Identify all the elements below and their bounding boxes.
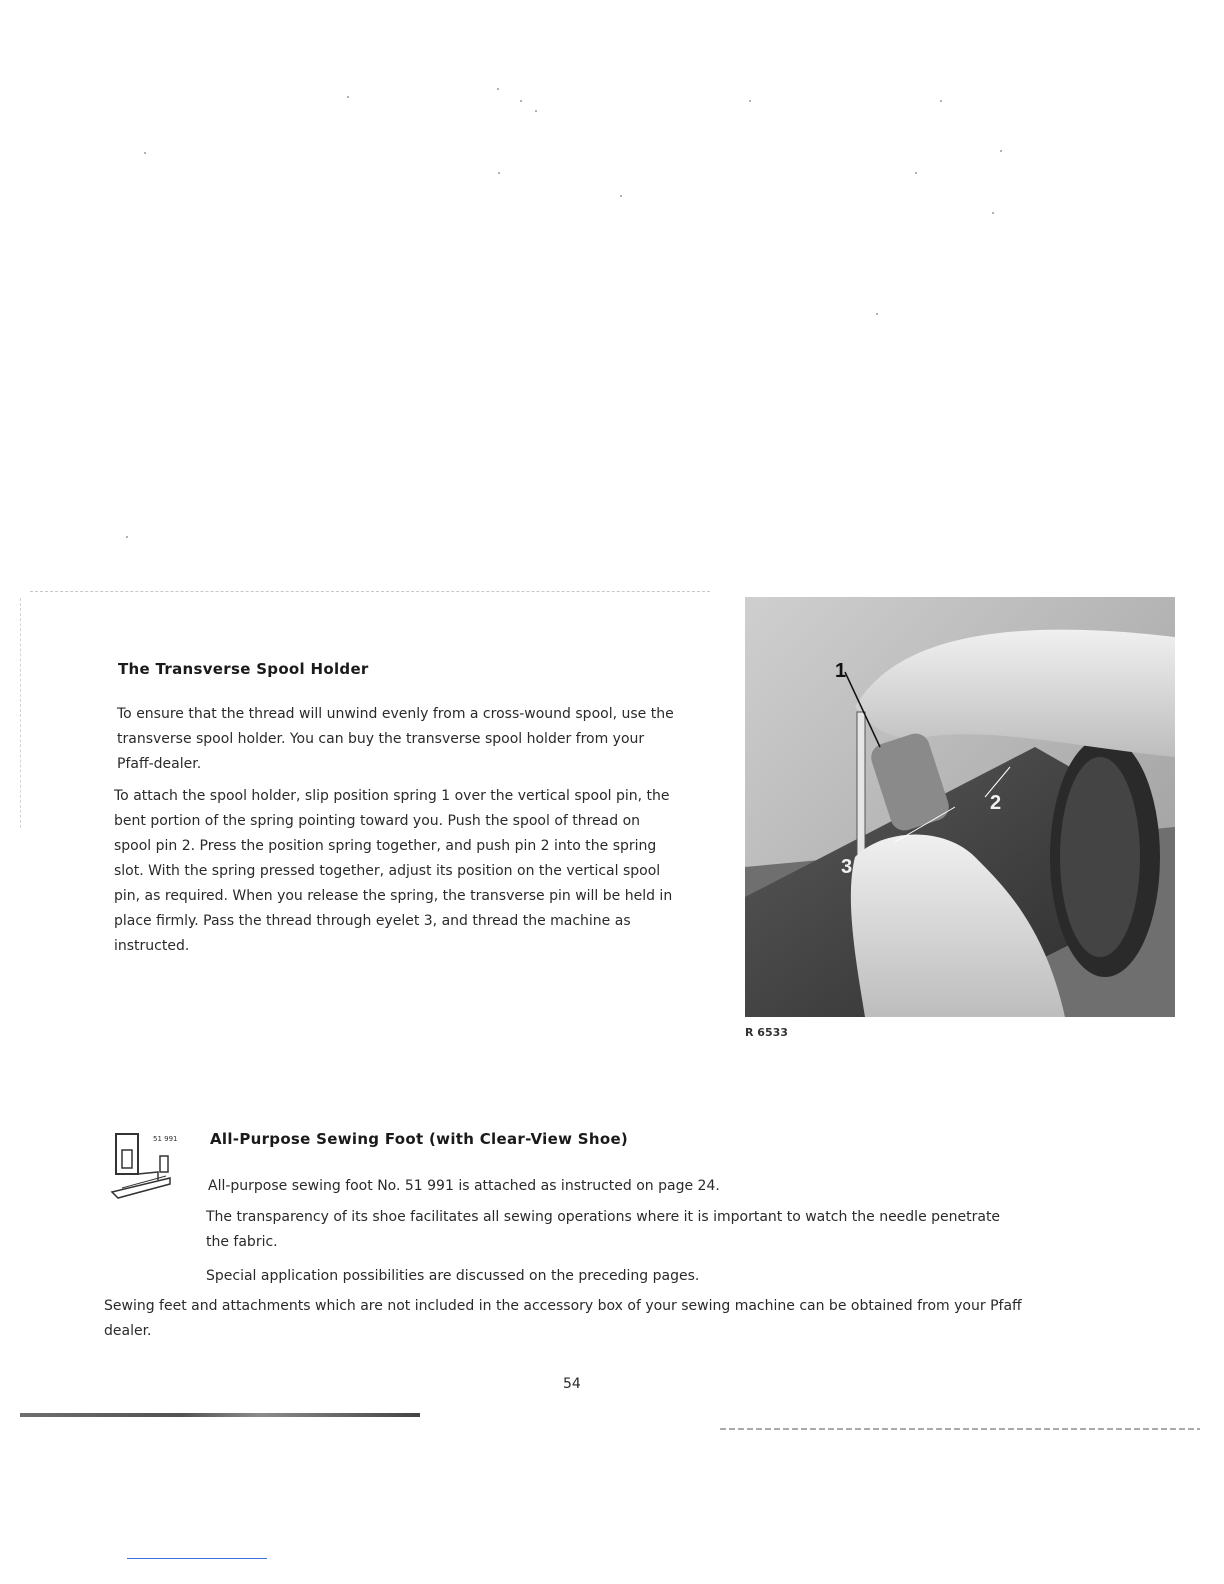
callout-2: 2 <box>990 792 1002 814</box>
section-title-all-purpose-foot: All-Purpose Sewing Foot (with Clear-View Shoe) <box>210 1130 629 1148</box>
scan-speck <box>498 172 500 174</box>
section-title-transverse-spool-holder: The Transverse Spool Holder <box>118 660 369 678</box>
scan-speck <box>347 96 349 98</box>
paragraph-foot-transparency: The transparency of its shoe facilitates all sewing operations where it is important to watch the needle penetrate the fabric. <box>206 1209 1001 1250</box>
spool-holder-photo <box>745 597 1175 1017</box>
scan-speck <box>497 88 499 90</box>
paragraph-intro: To ensure that the thread will unwind evenly from a cross-wound spool, use the transverse spool holder. You can buy the transverse spool holder from your Pfaff-dealer. <box>117 706 674 772</box>
callout-1: 1 <box>835 660 847 682</box>
scan-speck <box>126 536 128 538</box>
page-number: 54 <box>563 1376 581 1392</box>
foot-part-number: 51 991 <box>153 1135 178 1143</box>
scan-edge-bottom-right <box>720 1428 1200 1430</box>
scan-speck <box>749 100 751 102</box>
scan-speck <box>876 313 878 315</box>
scan-speck <box>620 195 622 197</box>
scan-speck <box>144 152 146 154</box>
scan-edge-top <box>30 591 710 592</box>
scan-edge-bottom-left <box>20 1413 420 1417</box>
scan-speck <box>992 212 994 214</box>
scan-speck <box>915 172 917 174</box>
paragraph-foot-applications: Special application possibilities are discussed on the preceding pages. <box>206 1268 700 1284</box>
callout-3: 3 <box>841 856 853 878</box>
blue-underline <box>127 1558 267 1559</box>
scan-edge-left <box>20 598 21 828</box>
scan-speck <box>535 110 537 112</box>
paragraph-foot-attach: All-purpose sewing foot No. 51 991 is attached as instructed on page 24. <box>208 1178 720 1194</box>
scan-speck <box>1000 150 1002 152</box>
paragraph-attach-instructions: To attach the spool holder, slip position spring 1 over the vertical spool pin, the bent portion of the spring pointing toward you. Push the spool of thread on spool pin 2. Press the position spring together, and push pin 2 into the spring slot. With the spring pressed together, adjust its position on the vertical spool pin, as required. When you release the spring, the transverse pin will be held in place firmly. Pass the thread through eyelet 3, and thread the machine as instructed. <box>114 788 673 954</box>
scan-speck <box>520 100 522 102</box>
figure-label: R 6533 <box>745 1026 788 1039</box>
scan-speck <box>940 100 942 102</box>
paragraph-footer-note: Sewing feet and attachments which are not included in the accessory box of your sewing machine can be obtained from your Pfaff dealer. <box>104 1298 1022 1339</box>
